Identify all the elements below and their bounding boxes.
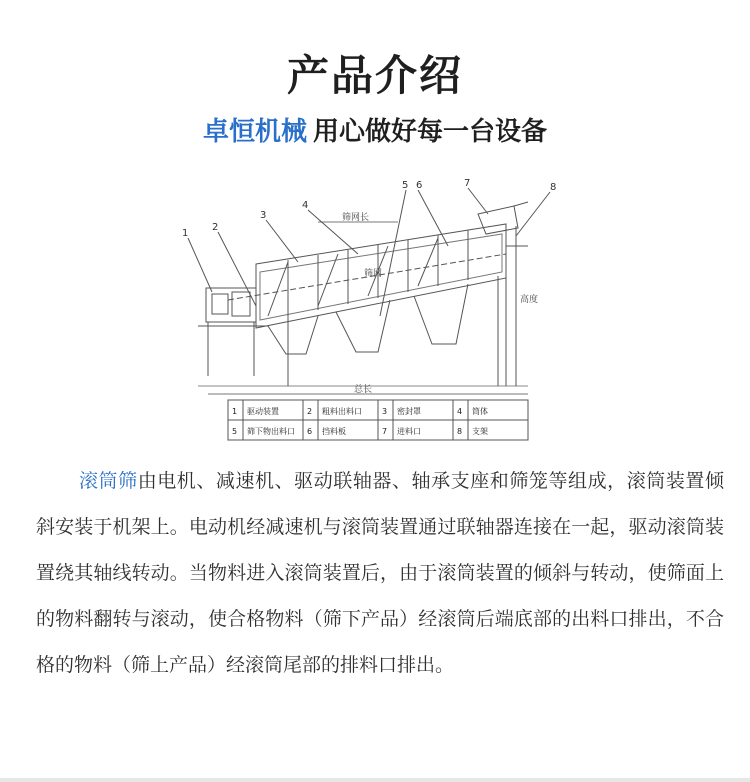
screen-length-label: 筛网长 xyxy=(342,213,370,223)
legend-name-3: 密封罩 xyxy=(397,407,421,416)
page-title: 产品介绍 xyxy=(286,51,463,100)
brand-name: 卓恒机械 xyxy=(202,117,307,147)
legend-name-2: 粗料出料口 xyxy=(322,407,362,416)
legend-num-5: 5 xyxy=(232,427,238,436)
legend-num-4: 4 xyxy=(457,407,463,416)
legend-name-8: 支架 xyxy=(472,427,488,436)
screen-label: 筛网 xyxy=(364,269,383,279)
bottom-divider xyxy=(0,778,750,782)
description-body: 由电机、减速机、驱动联轴器、轴承支座和筛笼等组成，滚筒装置倾斜安装于机架上。电动机经减速机与滚筒装置通过联轴器连接在一起，驱动滚筒装置绕其轴线转动。当物料进入滚筒装置后，由于滚筒装置的倾斜与转动，使筛面上的物料翻转与滚动，使合格物料（筛下产品）经滚筒后端底部的出料口排出，不合格的物料（筛上产品）经滚筒尾部的排料口排出。 xyxy=(36,470,724,676)
legend-name-4: 筒体 xyxy=(472,407,488,416)
slogan: 用心做好每一台设备 xyxy=(313,117,548,147)
description-paragraph xyxy=(36,458,724,688)
tagline xyxy=(0,112,750,152)
legend-num-2: 2 xyxy=(307,407,313,416)
callout-7: 7 xyxy=(464,178,471,189)
drive-unit xyxy=(206,288,256,322)
total-length-label: 总长 xyxy=(354,385,373,395)
legend-name-7: 进料口 xyxy=(397,427,421,436)
legend-name-6: 挡料板 xyxy=(322,427,346,436)
callout-4: 4 xyxy=(302,200,309,211)
callout-1: 1 xyxy=(182,228,189,239)
legend-num-1: 1 xyxy=(232,407,238,416)
callout-8: 8 xyxy=(550,182,557,193)
legend-num-6: 6 xyxy=(307,427,313,436)
callout-5: 5 xyxy=(402,180,409,191)
legend-num-7: 7 xyxy=(382,427,388,436)
legend-num-3: 3 xyxy=(382,407,388,416)
callout-3: 3 xyxy=(260,210,267,221)
callout-2: 2 xyxy=(212,222,219,233)
legend-num-8: 8 xyxy=(457,427,463,436)
trommel-screen-diagram xyxy=(168,176,568,446)
callout-6: 6 xyxy=(416,180,423,191)
height-label: 高度 xyxy=(520,295,539,305)
product-name-highlight: 滚筒筛 xyxy=(79,470,138,492)
legend-name-1: 驱动装置 xyxy=(247,407,279,416)
legend-name-5: 筛下物出料口 xyxy=(247,427,295,436)
